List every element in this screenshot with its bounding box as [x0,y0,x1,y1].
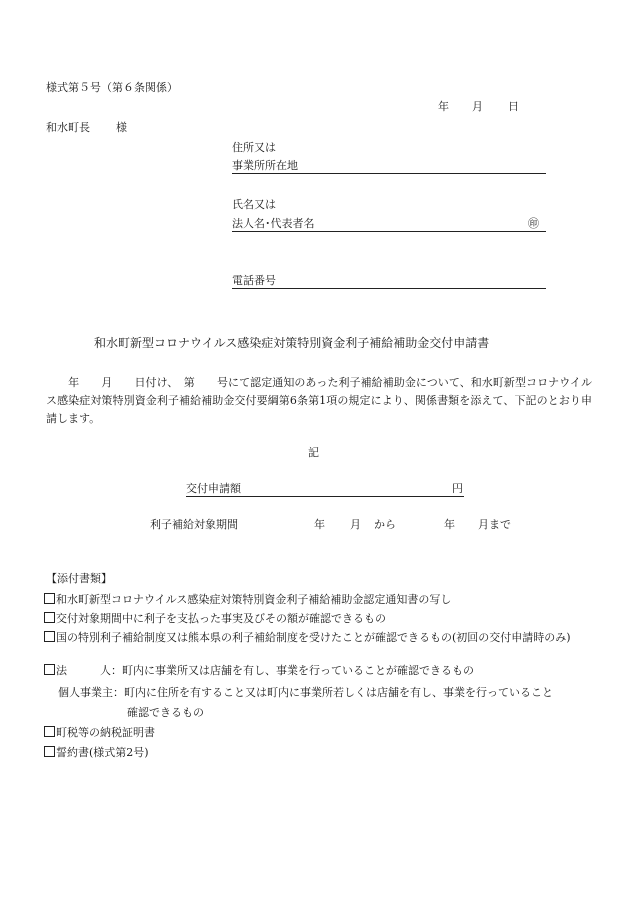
document-title: 和水町新型コロナウイルス感染症対策特別資金利子補給補助金交付申請書 [94,336,490,350]
attachment-item-5: 町税等の納税証明書 [44,726,155,740]
attachment-individual-line-1: 個人事業主：町内に住所を有すること又は町内に事業所若しくは店舗を有し、事業を行っていること [58,686,553,699]
phone-label: 電話番号 [232,274,276,287]
name-label-2: 法人名･代表者名 [232,217,315,230]
period-month-1: 月 [350,518,361,531]
address-field-line[interactable] [232,173,546,174]
checkbox-icon[interactable] [44,631,55,642]
ki-heading: 記 [308,446,319,459]
attachment-item-1: 和水町新型コロナウイルス感染症対策特別資金利子補給補助金認定通知書の写し [44,593,451,607]
period-year-2: 年 [444,518,455,531]
checkbox-icon[interactable] [44,726,55,737]
checkbox-icon[interactable] [44,593,55,604]
date-year: 年 [438,100,449,113]
date-day: 日 [508,100,519,113]
attachments-header: 【添付書類】 [46,572,112,585]
seal-mark: ㊞ [528,217,539,230]
period-label: 利子補給対象期間 [150,518,238,531]
attachment-individual-line-2: 確認できるもの [127,706,204,719]
body-paragraph: 年 月 日付け、 第 号にて認定通知のあった利子補給補助金について、和水町新型コロナウイルス感染症対策特別資金利子補給補助金交付要綱第6条第1項の規定により、関係書類を添えて、下記のとおり申請します。 [46,376,592,425]
address-label-1: 住所又は [232,141,276,154]
checkbox-icon[interactable] [44,664,55,675]
amount-unit: 円 [452,482,463,495]
name-label-1: 氏名又は [232,198,276,211]
attachment-item-3: 国の特別利子補給制度又は熊本県の利子補給制度を受けたことが確認できるもの(初回の交付申請時のみ) [44,629,592,646]
period-from: から [374,518,396,531]
period-year-1: 年 [314,518,325,531]
attachment-item-6: 誓約書(様式第2号) [44,746,149,760]
addressee-name: 和水町長 [46,121,90,134]
period-month-2: 月まで [478,518,511,531]
checkbox-icon[interactable] [44,746,55,757]
attachment-item-2: 交付対象期間中に利子を支払った事実及びその額が確認できるもの [44,612,386,626]
checkbox-icon[interactable] [44,612,55,623]
form-number: 様式第５号（第６条関係） [46,81,178,94]
amount-label: 交付申請額 [186,482,241,495]
date-month: 月 [472,100,483,113]
attachment-item-4: 法 人：町内に事業所又は店舗を有し、事業を行っていることが確認できるもの [44,664,474,678]
amount-field-line[interactable] [186,496,464,497]
addressee-honorific: 様 [116,121,127,134]
phone-field-line[interactable] [232,288,546,289]
name-field-line[interactable] [232,231,546,232]
address-label-2: 事業所所在地 [232,159,298,172]
